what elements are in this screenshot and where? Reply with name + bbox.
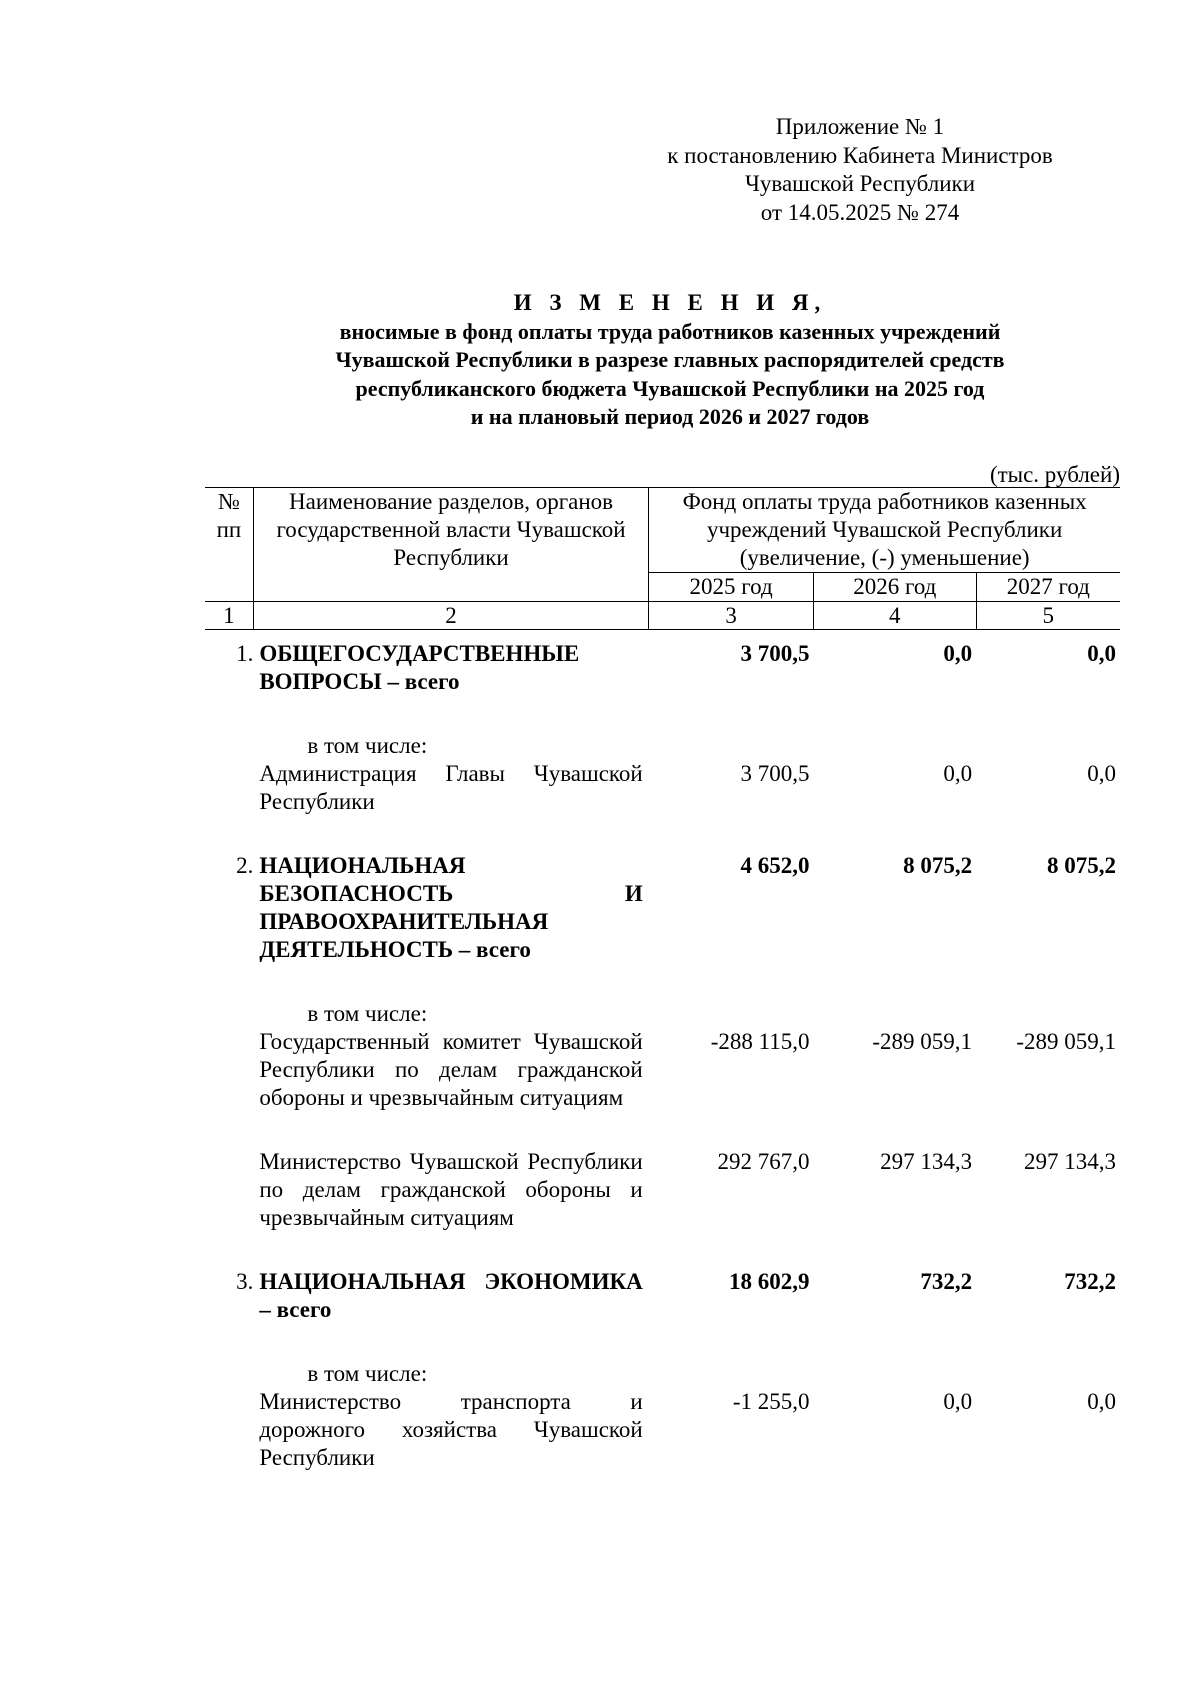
value-2026: 0,0 (943, 1389, 973, 1414)
table-row (205, 1388, 1120, 1472)
title-line-1: вносимые в фонд оплаты труда работников казенных учреждений (339, 318, 1001, 344)
value-2026: 0,0 (943, 761, 973, 786)
appendix-line-2: к постановлению Кабинета Министров (667, 142, 1053, 168)
row-number: 2. (236, 853, 254, 878)
value-2026: 297 134,3 (880, 1149, 973, 1174)
value-2026: 0,0 (943, 641, 973, 666)
column-number: 4 (814, 602, 977, 630)
row-name: ОБЩЕГОСУДАРСТВЕННЫЕ ВОПРОСЫ – всего (259, 641, 580, 694)
column-number: 1 (205, 602, 253, 630)
value-2025: 18 602,9 (729, 1269, 810, 1294)
including-label: в том числе: (307, 1361, 428, 1386)
value-2025: 3 700,5 (740, 761, 810, 786)
value-2026: -289 059,1 (872, 1029, 973, 1054)
title-line-4: и на плановый период 2026 и 2027 годов (470, 404, 870, 429)
value-2025: -288 115,0 (710, 1029, 810, 1054)
row-name: Министерство Чувашской Республики по делам гражданской обороны и чрезвычайным ситуациям (259, 1149, 643, 1230)
header-year-2027: 2027 год (976, 573, 1120, 602)
value-2027: 0,0 (1087, 641, 1116, 666)
value-2025: -1 255,0 (732, 1389, 810, 1414)
row-name: Министерство транспорта и дорожного хозяйства Чувашской Республики (259, 1389, 643, 1470)
units-label: (тыс. рублей) (989, 462, 1120, 487)
value-2026: 732,2 (920, 1269, 973, 1294)
appendix-line-4: от 14.05.2025 № 274 (760, 199, 960, 225)
value-2025: 4 652,0 (740, 853, 810, 878)
title-line-3: республиканского бюджета Чувашской Республики на 2025 год (355, 375, 985, 401)
value-2027: 297 134,3 (1024, 1149, 1116, 1174)
value-2027: 0,0 (1087, 1389, 1116, 1414)
value-2026: 8 075,2 (903, 853, 973, 878)
value-2025: 3 700,5 (740, 641, 810, 666)
value-2025: 292 767,0 (717, 1149, 810, 1174)
including-label: в том числе: (307, 733, 428, 758)
table-row (205, 1268, 1120, 1324)
title-heading: И З М Е Н Е Н И Я, (513, 290, 827, 315)
appendix-line-3: Чувашской Республики (744, 171, 976, 196)
header-year-2025: 2025 год (649, 573, 814, 602)
header-number: № пп (205, 488, 253, 602)
column-number: 2 (253, 602, 648, 630)
changes-table (205, 487, 1120, 1472)
value-2027: 0,0 (1087, 761, 1116, 786)
value-2027: -289 059,1 (1016, 1029, 1116, 1054)
value-2027: 8 075,2 (1047, 853, 1116, 878)
row-name: НАЦИОНАЛЬНАЯ ЭКОНОМИКА – всего (259, 1269, 643, 1322)
table-row (205, 1148, 1120, 1232)
table-row (205, 760, 1120, 816)
row-number: 3. (236, 1269, 254, 1294)
document-title (240, 289, 1100, 432)
title-line-2: Чувашской Республики в разрезе главных распорядителей средств (335, 347, 1005, 372)
table-row (205, 1028, 1120, 1112)
row-name: Государственный комитет Чувашской Республики по делам гражданской обороны и чрезвычайным ситуациям (259, 1029, 643, 1110)
including-label: в том числе: (307, 1001, 428, 1026)
header-year-2026: 2026 год (814, 573, 977, 602)
table-row (205, 852, 1120, 964)
table-row (205, 640, 1120, 696)
header-fund: Фонд оплаты труда работников казенных учреждений Чувашской Республики (увеличение, (-) уменьшение) (649, 488, 1120, 573)
column-number: 3 (649, 602, 814, 630)
column-number: 5 (976, 602, 1120, 630)
value-2027: 732,2 (1064, 1269, 1116, 1294)
row-name: НАЦИОНАЛЬНАЯ БЕЗОПАСНОСТЬ И ПРАВООХРАНИТЕЛЬНАЯ ДЕЯТЕЛЬНОСТЬ – всего (259, 853, 643, 962)
header-name: Наименование разделов, органов государственной власти Чувашской Республики (253, 488, 648, 602)
appendix-line-1: Приложение № 1 (775, 114, 945, 139)
appendix-block (600, 113, 1120, 227)
row-number: 1. (236, 641, 254, 666)
row-name: Администрация Главы Чувашской Республики (259, 761, 643, 814)
